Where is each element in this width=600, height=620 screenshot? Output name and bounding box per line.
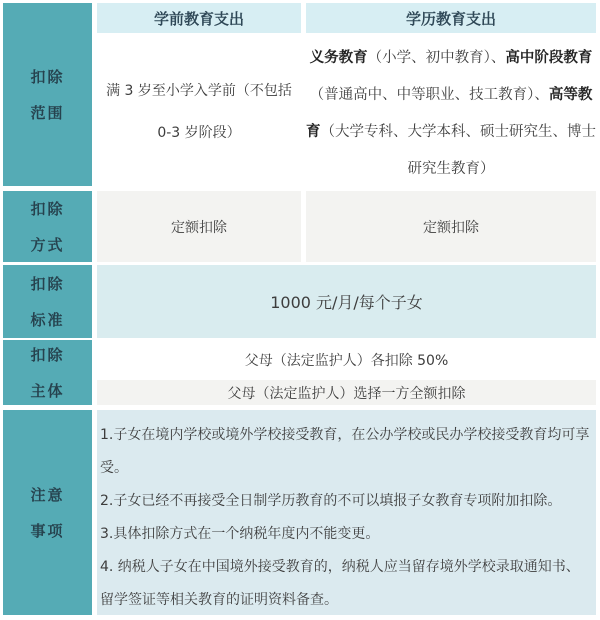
row-label-standard-line2: 标准 — [30, 310, 65, 329]
note-item-4: 4. 纳税人子女在中国境外接受教育的，纳税人应当留存境外学校录取通知书、留学签证等相关教育的证明资料备查。 — [100, 559, 580, 608]
row-label-method — [3, 191, 92, 262]
note-item-1: 1.子女在境内学校或境外学校接受教育，在公办学校或民办学校接受教育均可享受。 — [100, 427, 590, 476]
row-label-method-line2: 方式 — [30, 235, 65, 254]
row-label-subject-line1: 扣除 — [30, 345, 65, 364]
standard-amount-cell: 1000 元/月/每个子女 — [97, 265, 596, 338]
method-preschool-cell: 定额扣除 — [97, 191, 301, 262]
row-label-notes-line1: 注意 — [30, 485, 65, 504]
scope-preschool-cell: 满 3 岁至小学入学前（不包括 0-3 岁阶段） — [97, 38, 301, 186]
subject-split-option-cell: 父母（法定监护人）各扣除 50% — [97, 340, 596, 380]
row-label-subject — [3, 340, 92, 405]
row-label-notes-line2: 事项 — [30, 521, 65, 540]
column-header-preschool: 学前教育支出 — [97, 3, 301, 33]
row-label-scope — [3, 3, 92, 186]
note-item-3: 3.具体扣除方式在一个纳税年度内不能变更。 — [100, 526, 380, 542]
row-label-scope-line2: 范围 — [30, 103, 65, 122]
row-label-standard — [3, 265, 92, 338]
row-label-subject-line2: 主体 — [30, 381, 65, 400]
row-label-standard-line1: 扣除 — [30, 274, 65, 293]
note-item-2: 2.子女已经不再接受全日制学历教育的不可以填报子女教育专项附加扣除。 — [100, 493, 562, 509]
notes-cell — [97, 410, 596, 615]
scope-academic-cell: 义务教育（小学、初中教育）、高中阶段教育（普通高中、中等职业、技工教育）、高等教育（大学专科、大学本科、硕士研究生、博士研究生教育） — [306, 38, 596, 186]
column-header-academic: 学历教育支出 — [306, 3, 596, 33]
subject-full-option-cell: 父母（法定监护人）选择一方全额扣除 — [97, 380, 596, 405]
row-label-scope-line1: 扣除 — [30, 67, 65, 86]
method-academic-cell: 定额扣除 — [306, 191, 596, 262]
row-label-notes — [3, 410, 92, 615]
row-label-method-line1: 扣除 — [30, 199, 65, 218]
